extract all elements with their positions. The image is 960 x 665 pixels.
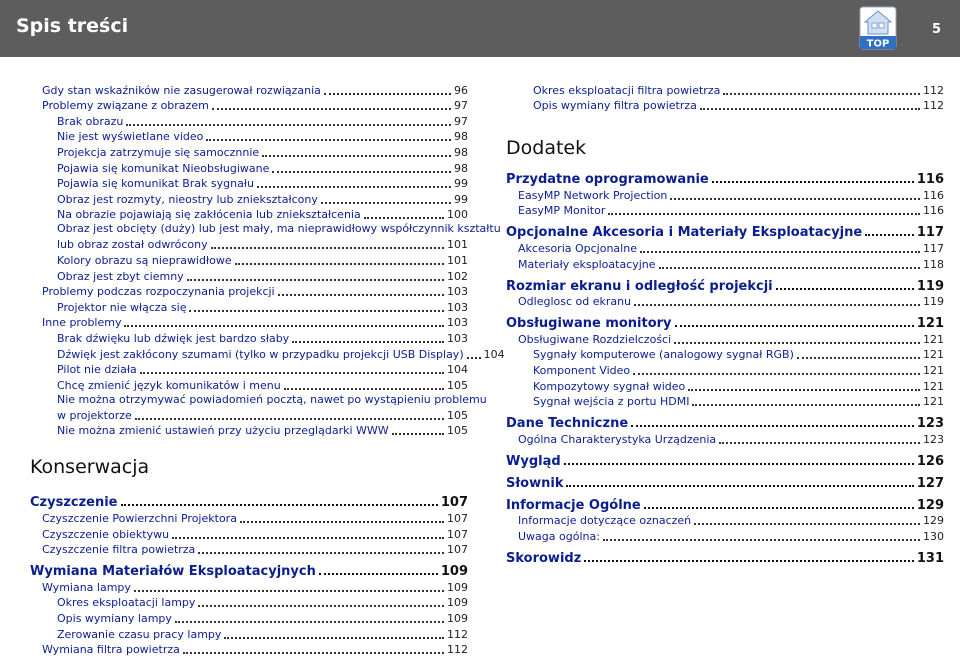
toc-entry-label: Opcjonalne Akcesoria i Materiały Eksploatacyjne	[506, 225, 863, 241]
toc-entry-label: Nie można zmienić ustawień przy użyciu przeglądarki WWW	[57, 424, 389, 438]
leader-dots	[670, 191, 920, 200]
toc-entry-line: Nie można otrzymywać powiadomień pocztą, nawet po wystąpieniu problemu	[57, 392, 487, 406]
toc-entry-label: Informacje dotyczące oznaczeń	[518, 514, 692, 528]
leader-dots	[284, 381, 444, 390]
toc-entry-label: Akcesoria Opcjonalne	[518, 241, 637, 255]
toc-entry[interactable]	[506, 240, 944, 256]
toc-entry[interactable]	[506, 82, 944, 98]
leader-dots	[324, 86, 451, 95]
leader-dots	[364, 210, 444, 219]
toc-entry[interactable]	[506, 256, 944, 272]
toc-entry-page: 119	[923, 295, 944, 309]
toc-entry-label: Komponent Video	[533, 363, 631, 377]
leader-dots	[603, 532, 920, 541]
toc-entry-page: 121	[923, 379, 944, 393]
toc-entry-label: Okres eksploatacji lampy	[57, 596, 196, 610]
toc-entry[interactable]	[30, 510, 468, 526]
leader-dots	[189, 303, 444, 312]
toc-entry-page: 123	[916, 416, 944, 432]
toc-entry-line: lub obraz został odwrócony	[57, 238, 208, 252]
toc-entry-page: 116	[916, 172, 944, 188]
toc-section-entry[interactable]	[506, 165, 944, 187]
toc-entry-page: 99	[454, 177, 468, 191]
toc-section-entry[interactable]	[30, 488, 468, 510]
toc-entry-page: 129	[916, 497, 944, 513]
toc-entry-page: 101	[447, 254, 468, 268]
toc-entry[interactable]	[30, 284, 468, 300]
toc-entry-page: 109	[447, 596, 468, 610]
leader-dots	[212, 101, 451, 110]
leader-dots	[172, 530, 444, 539]
toc-entry-page: 103	[447, 285, 468, 299]
toc-entry-page: 97	[454, 99, 468, 113]
leader-dots	[566, 475, 913, 487]
toc-entry-page: 107	[447, 543, 468, 557]
toc-list	[30, 252, 505, 392]
toc-entry-label: Odleglosc od ekranu	[518, 295, 632, 309]
toc-entry-page: 131	[916, 550, 944, 566]
page-title: Spis treści	[16, 15, 129, 37]
leader-dots	[211, 240, 444, 249]
toc-entry[interactable]	[506, 528, 944, 544]
toc-entry[interactable]	[506, 513, 944, 529]
toc-entry-label: Obsługiwane Rozdzielczości	[518, 332, 672, 346]
toc-entry[interactable]	[506, 294, 944, 310]
toc-entry-label: Uwaga ogólna:	[518, 529, 600, 543]
toc-right-column	[506, 82, 944, 566]
toc-entry-page: 121	[923, 395, 944, 409]
toc-entry-page: 112	[923, 83, 944, 97]
toc-entry-page: 117	[923, 241, 944, 255]
toc-entry[interactable]	[30, 330, 468, 346]
toc-entry-page: 103	[447, 332, 468, 345]
toc-entry[interactable]	[506, 378, 944, 394]
leader-dots	[198, 598, 444, 607]
toc-entry[interactable]	[30, 610, 468, 626]
section-heading-konserwacja: Konserwacja	[30, 456, 150, 479]
toc-entry-page: 102	[447, 269, 468, 283]
toc-entry-label: Dźwięk jest zakłócony szumami (tylko w przypadku projekcji USB Display)	[57, 347, 464, 361]
leader-dots	[272, 164, 451, 173]
toc-section-entry[interactable]	[506, 218, 944, 240]
section-heading-dodatek: Dodatek	[506, 137, 587, 160]
toc-entry-label: Kolory obrazu są nieprawidłowe	[57, 254, 232, 268]
toc-entry-label: Skorowidz	[506, 550, 582, 566]
leader-dots	[135, 411, 444, 420]
toc-entry-page: 109	[440, 564, 468, 580]
toc-entry[interactable]	[30, 579, 468, 595]
toc-entry-page: 100	[447, 208, 468, 222]
leader-dots	[392, 426, 444, 435]
toc-list	[30, 488, 468, 657]
toc-entry-multiline[interactable]	[30, 222, 501, 252]
toc-entry-line: Obraz jest obcięty (duży) lub jest mały, ma nieprawidłowy współczynnik kształtu	[57, 222, 501, 236]
toc-entry-label: Kompozytowy sygnał wideo	[533, 379, 686, 393]
toc-entry-page: 123	[923, 432, 944, 446]
toc-entry-label: Obsługiwane monitory	[506, 316, 672, 332]
toc-entry-page: 98	[454, 130, 468, 144]
toc-entry-page: 98	[454, 161, 468, 175]
toc-entry-page: 103	[447, 300, 468, 314]
toc-entry[interactable]	[30, 423, 468, 439]
toc-entry-page: 127	[916, 475, 944, 491]
leader-dots	[187, 272, 444, 281]
leader-dots	[659, 260, 920, 269]
toc-entry-label: Czyszczenie filtra powietrza	[42, 543, 196, 557]
toc-entry[interactable]	[506, 203, 944, 219]
toc-entry-label: Inne problemy	[42, 316, 122, 330]
toc-entry-label: Projekcja zatrzymuje się samocznnie	[57, 145, 260, 159]
toc-entry-page: 121	[923, 332, 944, 346]
toc-entry[interactable]	[30, 346, 505, 362]
toc-entry-page: 116	[923, 188, 944, 202]
toc-entry[interactable]	[30, 207, 468, 223]
toc-entry-label: Wymiana filtra powietrza	[42, 643, 180, 657]
toc-entry-page: 119	[916, 278, 944, 294]
toc-entry-page: 105	[447, 378, 468, 392]
toc-entry-multiline[interactable]	[30, 392, 487, 423]
leader-dots	[224, 630, 444, 639]
toc-entry-label: Czyszczenie Powierzchni Projektora	[42, 512, 237, 526]
leader-dots	[640, 244, 920, 253]
toc-entry-page: 98	[454, 145, 468, 159]
toc-entry-page: 130	[923, 529, 944, 543]
leader-dots	[278, 287, 444, 296]
toc-entry-label: Wygląd	[506, 453, 561, 469]
toc-section-entry[interactable]	[506, 447, 944, 469]
toc-entry-page: 112	[923, 99, 944, 113]
toc-entry-label: Sygnały komputerowe (analogowy sygnał RGB)	[533, 348, 794, 362]
toc-entry-page: 107	[447, 512, 468, 526]
leader-dots	[134, 583, 444, 592]
toc-entry-label: EasyMP Network Projection	[518, 188, 668, 202]
toc-section-entry[interactable]	[30, 557, 468, 579]
home-top-icon	[858, 5, 898, 51]
leader-dots	[183, 645, 444, 654]
toc-entry-page: 107	[440, 495, 468, 511]
toc-entry-line: w projektorze	[57, 408, 132, 422]
toc-entry[interactable]	[506, 187, 944, 203]
leader-dots	[688, 382, 920, 391]
toc-entry-page: 99	[454, 192, 468, 206]
leader-dots	[235, 256, 444, 265]
toc-entry-page: 104	[483, 347, 505, 361]
toc-entry[interactable]	[30, 252, 468, 268]
toc-entry[interactable]	[30, 542, 468, 558]
leader-dots	[712, 171, 914, 183]
toc-entry-label: Gdy stan wskaźników nie zasugerował rozwiązania	[42, 83, 321, 97]
toc-entry-label: Projektor nie włącza się	[57, 300, 187, 314]
toc-section-entry[interactable]	[506, 491, 944, 513]
toc-list	[30, 423, 468, 439]
toc-entry-page: 105	[447, 408, 468, 422]
toc-entry[interactable]	[506, 331, 944, 347]
leader-dots	[674, 335, 920, 344]
leader-dots	[797, 350, 920, 359]
toc-entry[interactable]	[506, 431, 944, 447]
toc-entry-label: Opis wymiany filtra powietrza	[533, 99, 697, 113]
toc-entry-label: Brak dźwięku lub dźwięk jest bardzo słaby	[57, 332, 290, 345]
leader-dots	[633, 366, 920, 375]
toc-entry-label: Obraz jest zbyt ciemny	[57, 269, 184, 283]
page-number: 5	[932, 22, 942, 37]
toc-entry[interactable]	[30, 377, 468, 393]
toc-entry[interactable]	[30, 362, 468, 378]
leader-dots	[126, 117, 451, 126]
leader-dots	[776, 278, 914, 290]
leader-dots	[700, 101, 920, 110]
toc-list	[30, 82, 468, 222]
leader-dots	[675, 315, 914, 327]
leader-dots	[608, 206, 920, 215]
toc-entry[interactable]	[30, 160, 468, 176]
leader-dots	[321, 195, 451, 204]
leader-dots	[631, 415, 914, 427]
leader-dots	[467, 350, 481, 359]
leader-dots	[206, 132, 451, 141]
toc-entry[interactable]	[30, 315, 468, 331]
leader-dots	[175, 614, 444, 623]
toc-entry-label: Czyszczenie obiektywu	[42, 527, 170, 541]
toc-section-entry[interactable]	[506, 409, 944, 431]
toc-entry-label: Materiały eksploatacyjne	[518, 257, 656, 271]
toc-entry[interactable]	[30, 526, 468, 542]
toc-entry-page: 96	[454, 83, 468, 97]
toc-entry-page: 109	[447, 580, 468, 594]
toc-entry[interactable]	[30, 299, 468, 315]
leader-dots	[140, 365, 444, 374]
toc-section-entry[interactable]	[506, 272, 944, 294]
toc-entry-page: 104	[447, 363, 468, 377]
toc-entry[interactable]	[506, 347, 944, 363]
toc-entry-label: Wymiana Materiałów Eksploatacyjnych	[30, 564, 316, 580]
toc-list	[506, 165, 944, 566]
leader-dots	[719, 435, 920, 444]
leader-dots	[121, 494, 438, 506]
toc-entry-page: 118	[923, 257, 944, 271]
leader-dots	[198, 545, 444, 554]
toc-entry[interactable]	[30, 129, 468, 145]
leader-dots	[634, 297, 920, 306]
toc-entry[interactable]	[506, 362, 944, 378]
toc-entry-page: 117	[916, 225, 944, 241]
leader-dots	[564, 453, 914, 465]
toc-entry-page: 121	[916, 316, 944, 332]
toc-entry-label: Okres eksploatacji filtra powietrza	[533, 83, 721, 97]
toc-entry-label: Zerowanie czasu pracy lampy	[57, 627, 222, 641]
toc-section-entry[interactable]	[506, 309, 944, 331]
toc-entry-label: Czyszczenie	[30, 495, 118, 511]
toc-entry[interactable]	[30, 144, 468, 160]
toc-entry[interactable]	[30, 268, 468, 284]
toc-entry-label: Pojawia się komunikat Brak sygnału	[57, 177, 254, 191]
toc-entry-label: Na obrazie pojawiają się zakłócenia lub zniekształcenia	[57, 208, 361, 222]
toc-entry-label: Opis wymiany lampy	[57, 612, 172, 626]
toc-entry[interactable]	[30, 82, 468, 98]
leader-dots	[262, 148, 451, 157]
leader-dots	[292, 334, 444, 343]
toc-entry-page: 112	[447, 627, 468, 641]
toc-entry-page: 116	[923, 204, 944, 218]
toc-entry-label: Pilot nie działa	[57, 363, 137, 377]
toc-section-entry[interactable]	[506, 469, 944, 491]
toc-entry-label: Ogólna Charakterystyka Urządzenia	[518, 432, 717, 446]
page-header	[0, 0, 960, 57]
top-button[interactable]	[858, 5, 898, 51]
toc-entry-page: 109	[447, 612, 468, 626]
toc-entry-label: Informacje Ogólne	[506, 497, 641, 513]
toc-entry-label: Wymiana lampy	[42, 580, 131, 594]
toc-entry-page: 112	[447, 643, 468, 657]
toc-entry-label: Rozmiar ekranu i odległość projekcji	[506, 278, 773, 294]
toc-entry-page: 121	[923, 363, 944, 377]
toc-entry-label: Chcę zmienić język komunikatów i menu	[57, 378, 281, 392]
toc-entry[interactable]	[30, 191, 468, 207]
leader-dots	[723, 86, 920, 95]
toc-entry-page: 107	[447, 527, 468, 541]
leader-dots	[694, 516, 920, 525]
leader-dots	[584, 550, 914, 562]
leader-dots	[644, 497, 914, 509]
toc-section-entry[interactable]	[506, 544, 944, 566]
toc-entry[interactable]	[30, 595, 468, 611]
toc-entry-page: 105	[447, 424, 468, 438]
toc-entry-label: Przydatne oprogramowanie	[506, 172, 709, 188]
toc-entry-page: 103	[447, 316, 468, 330]
toc-entry-label: Problemy związane z obrazem	[42, 99, 209, 113]
toc-entry-label: Sygnał wejścia z portu HDMI	[533, 395, 690, 409]
toc-entry-label: Słownik	[506, 475, 564, 491]
toc-entry-label: Brak obrazu	[57, 114, 124, 128]
leader-dots	[240, 514, 444, 523]
toc-entry[interactable]	[506, 98, 944, 114]
toc-entry-label: Obraz jest rozmyty, nieostry lub zniekształcony	[57, 192, 318, 206]
toc-entry-page: 126	[916, 453, 944, 469]
top-label: TOP	[866, 38, 890, 50]
toc-entry[interactable]	[30, 98, 468, 114]
toc-entry-page: 129	[923, 514, 944, 528]
toc-entry-page: 101	[447, 238, 468, 252]
leader-dots	[257, 179, 451, 188]
toc-entry[interactable]	[30, 642, 468, 658]
toc-left-column	[30, 82, 505, 657]
toc-entry[interactable]	[30, 626, 468, 642]
toc-entry-label: Nie jest wyświetlane video	[57, 130, 204, 144]
toc-entry[interactable]	[30, 113, 468, 129]
toc-entry-label: Pojawia się komunikat Nieobsługiwane	[57, 161, 270, 175]
toc-entry-label: EasyMP Monitor	[518, 204, 606, 218]
toc-entry-label: Problemy podczas rozpoczynania projekcji	[42, 285, 275, 299]
toc-entry[interactable]	[506, 394, 944, 410]
toc-entry-page: 97	[454, 114, 468, 128]
toc-entry-label: Dane Techniczne	[506, 416, 629, 432]
leader-dots	[692, 397, 920, 406]
leader-dots	[124, 318, 444, 327]
toc-entry-page: 121	[923, 348, 944, 362]
leader-dots	[319, 563, 438, 575]
toc-entry[interactable]	[30, 176, 468, 192]
leader-dots	[865, 224, 914, 236]
toc-list	[506, 82, 944, 113]
